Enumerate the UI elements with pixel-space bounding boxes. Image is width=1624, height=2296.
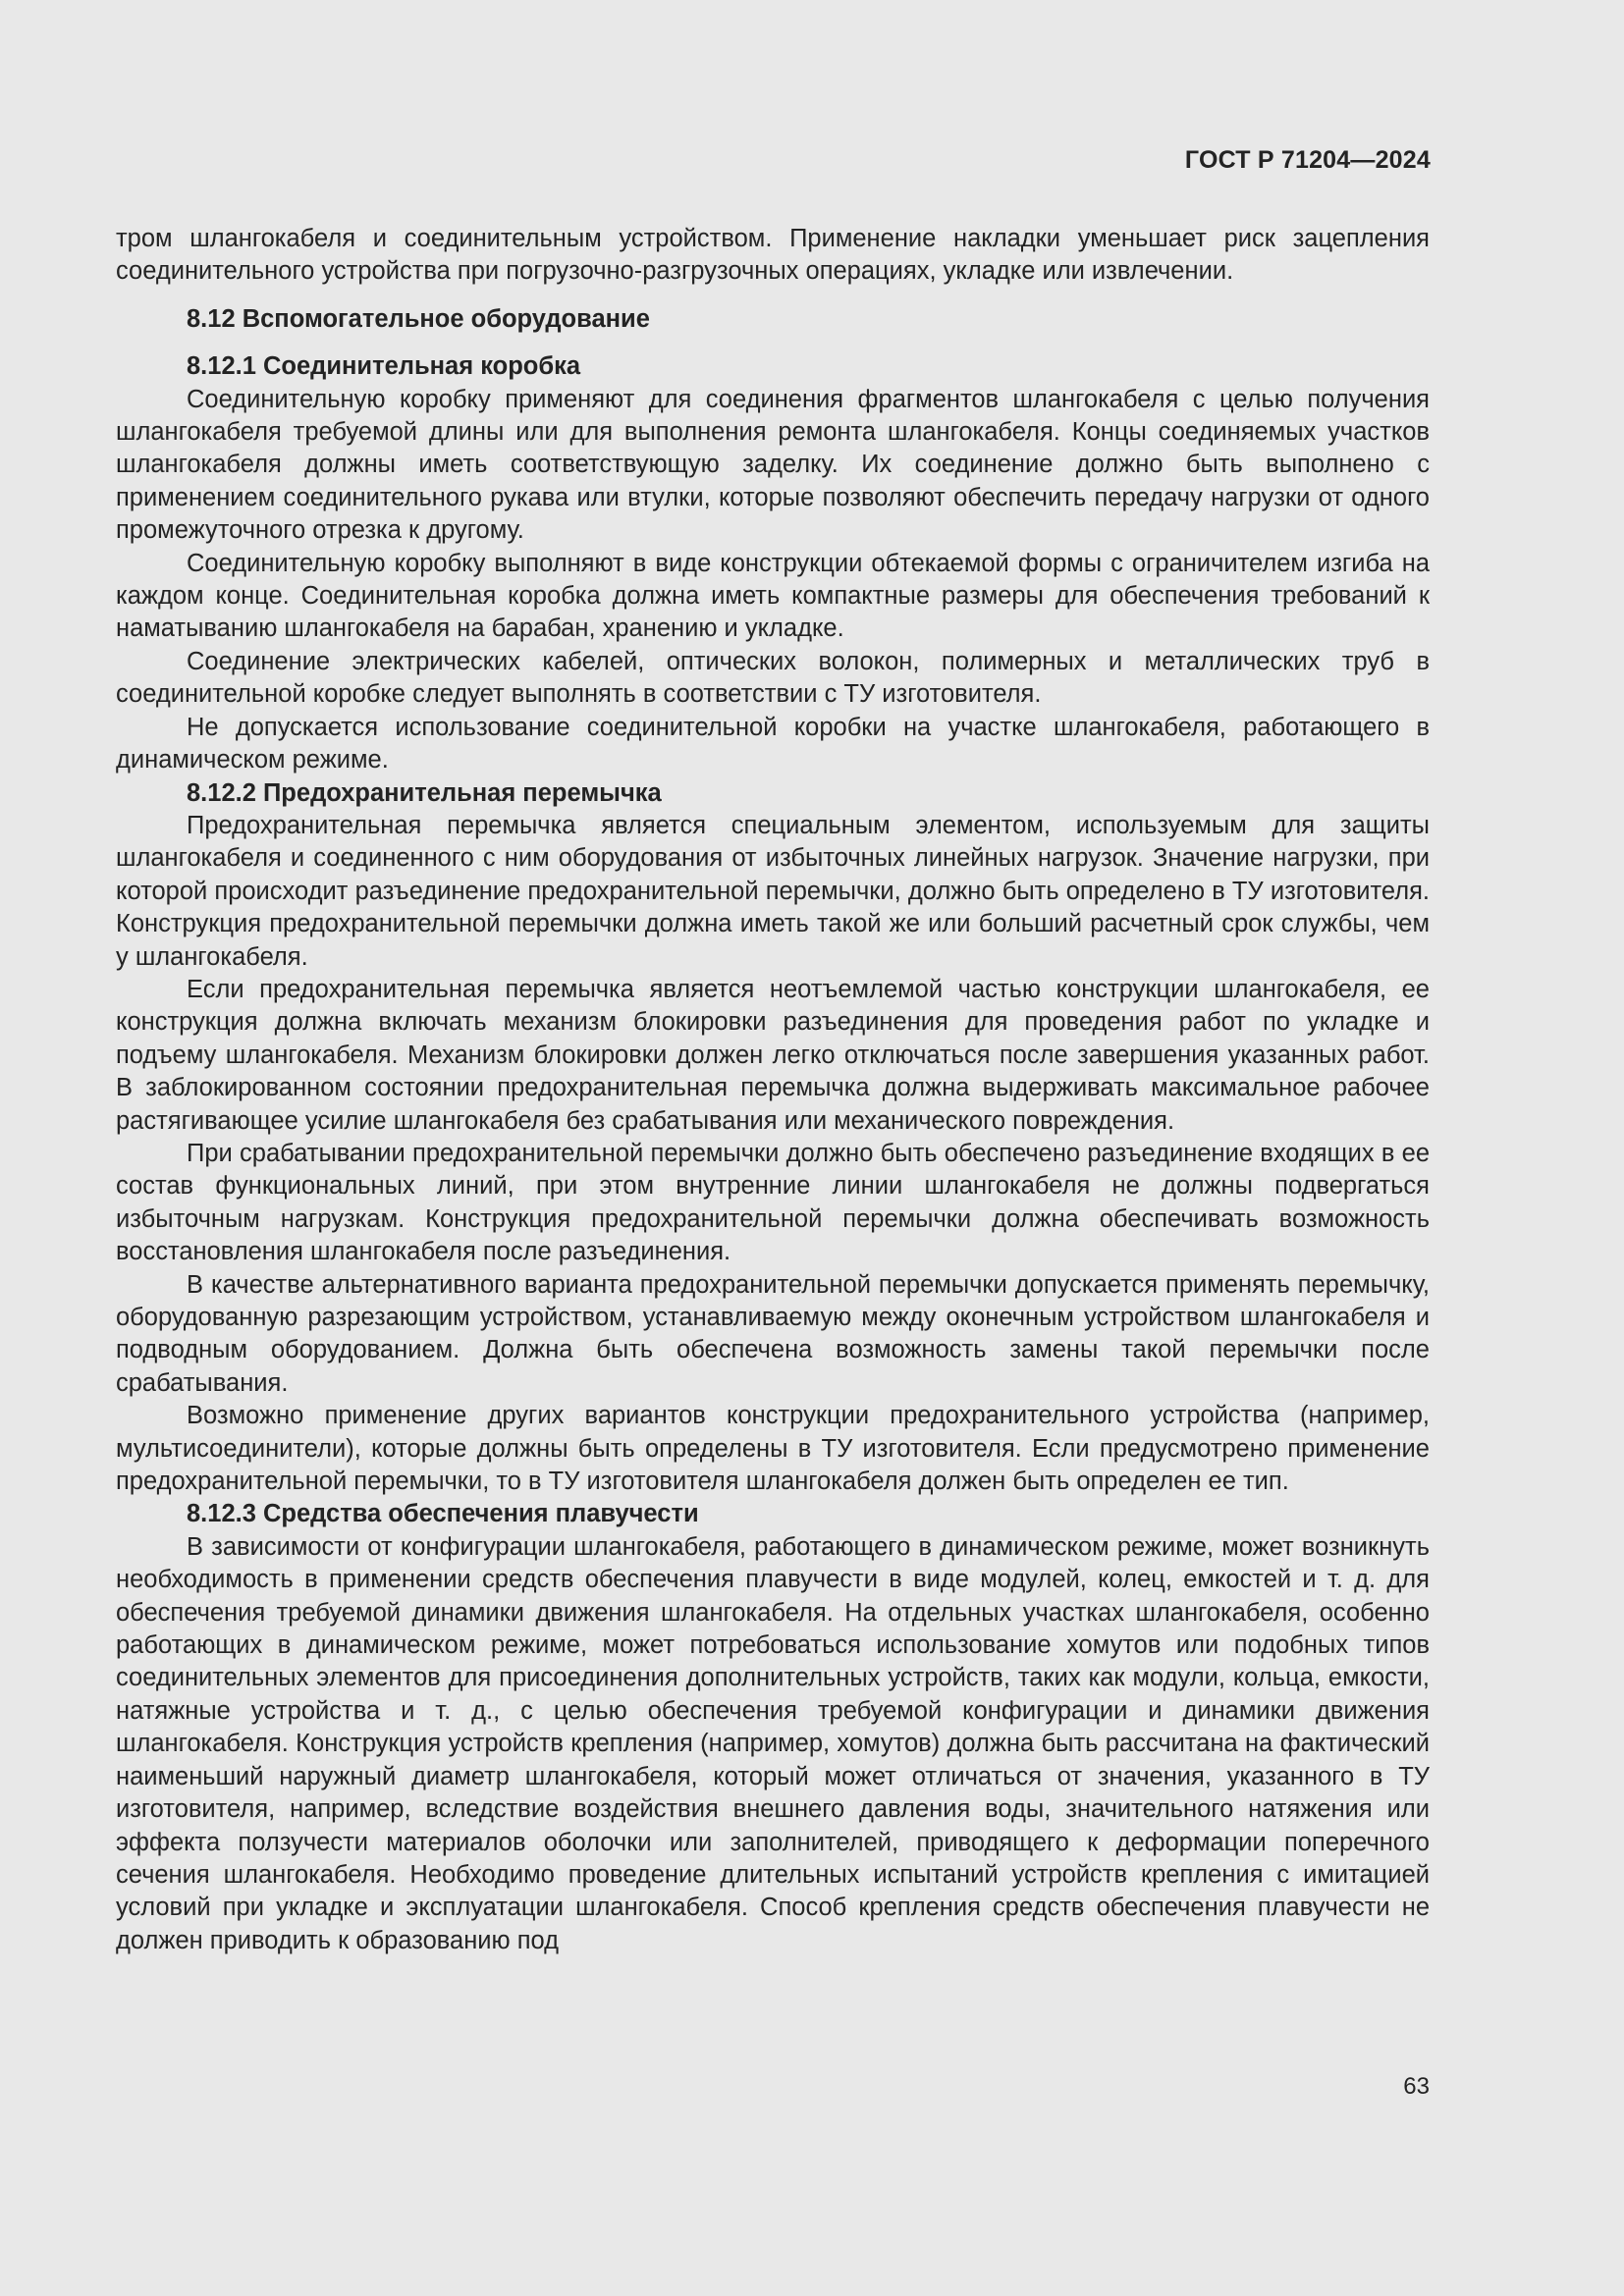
paragraph: Если предохранительная перемычка является неотъемлемой частью конструкции шлангокабеля, ее конструкция должна включать механизм блокировки разъединения для проведения работ по укладке и подъему шлангокабеля. Механизм блокировки должен легко отключаться после завершения указанных работ. В заблокированном состоянии предохранительная перемычка должна выдерживать максимальное рабочее растягивающее усилие шлангокабеля без срабатывания или механического повреждения.	[116, 975, 1430, 1135]
subsection-heading-8-12-3: 8.12.3 Средства обеспечения плавучести	[187, 1500, 699, 1528]
paragraph: При срабатывании предохранительной перемычки должно быть обеспечено разъединение входящих в ее состав функциональных линий, при этом внутренние линии шлангокабеля не должны подвергаться избыточным нагрузкам. Конструкция предохранительной перемычки должна обеспечивать возможность восстановления шлангокабеля после разъединения.	[116, 1139, 1430, 1266]
paragraph: В качестве альтернативного варианта предохранительной перемычки допускается применять перемычку, оборудованную разрезающим устройством, устанавливаемую между оконечным устройством шлангокабеля и подводным оборудованием. Должна быть обеспечена возможность замены такой перемычки после срабатывания.	[116, 1270, 1430, 1397]
paragraph: Предохранительная перемычка является специальным элементом, используемым для защиты шлангокабеля и соединенного с ним оборудования от избыточных линейных нагрузок. Значение нагрузки, при которой происходит разъединение предохранительной перемычки, должно быть определено в ТУ изготовителя. Конструкция предохранительной перемычки должна иметь такой же или больший расчетный срок службы, чем у шлангокабеля.	[116, 811, 1430, 971]
paragraph: Соединительную коробку выполняют в виде конструкции обтекаемой формы с ограничителем изгиба на каждом конце. Соединительная коробка должна иметь компактные размеры для обеспечения требований к наматыванию шлангокабеля на барабан, хранению и укладке.	[116, 549, 1430, 643]
paragraph: Соединение электрических кабелей, оптических волокон, полимерных и металлических труб в соединительной коробке следует выполнять в соответствии с ТУ изготовителя.	[116, 647, 1430, 709]
page-number: 63	[1403, 2073, 1430, 2100]
subsection-heading-8-12-1: 8.12.1 Соединительная коробка	[187, 352, 581, 381]
subsection-heading-8-12-2: 8.12.2 Предохранительная перемычка	[187, 778, 662, 807]
section-heading-8-12: 8.12 Вспомогательное оборудование	[187, 304, 650, 333]
paragraph: Возможно применение других вариантов конструкции предохранительного устройства (например, мультисоединители), которые должны быть определены в ТУ изготовителя. Если предусмотрено применение предохранительной перемычки, то в ТУ изготовителя шлангокабеля должен быть определен ее тип.	[116, 1402, 1430, 1496]
paragraph: В зависимости от конфигурации шлангокабеля, работающего в динамическом режиме, может возникнуть необходимость в применении средств обеспечения плавучести в виде модулей, колец, емкостей и т. д. для обеспечения требуемой динамики движения шлангокабеля. На отдельных участках шлангокабеля, особенно работающих в динамическом режиме, может потребоваться использование хомутов или подобных типов соединительных элементов для присоединения дополнительных устройств, таких как модули, кольца, емкости, натяжные устройства и т. д., с целью обеспечения требуемой конфигурации и динамики движения шлангокабеля. Конструкция устройств крепления (например, хомутов) должна быть рассчитана на фактический наименьший наружный диаметр шлангокабеля, который может отличаться от значения, указанного в ТУ изготовителя, например, вследствие воздействия внешнего давления воды, значительного натяжения или эффекта ползучести материалов оболочки или заполнителей, приводящего к деформации поперечного сечения шлангокабеля. Необходимо проведение длительных испытаний устройств крепления с имитацией условий при укладке и эксплуатации шлангокабеля. Способ крепления средств обеспечения плавучести не должен приводить к образованию под	[116, 1532, 1430, 1954]
paragraph: Не допускается использование соединительной коробки на участке шлангокабеля, работающего в динамическом режиме.	[116, 713, 1430, 774]
document-id: ГОСТ Р 71204—2024	[1184, 146, 1431, 174]
continuation-paragraph: тром шлангокабеля и соединительным устройством. Применение накладки уменьшает риск зацепления соединительного устройства при погрузочно-разгрузочных операциях, укладке или извлечении.	[116, 225, 1430, 286]
page-body	[116, 223, 1430, 1957]
paragraph: Соединительную коробку применяют для соединения фрагментов шлангокабеля с целью получения шлангокабеля требуемой длины или для выполнения ремонта шлангокабеля. Концы соединяемых участков шлангокабеля должны иметь соответствующую заделку. Их соединение должно быть выполнено с применением соединительного рукава или втулки, которые позволяют обеспечить передачу нагрузки от одного промежуточного отрезка к другому.	[116, 385, 1430, 545]
